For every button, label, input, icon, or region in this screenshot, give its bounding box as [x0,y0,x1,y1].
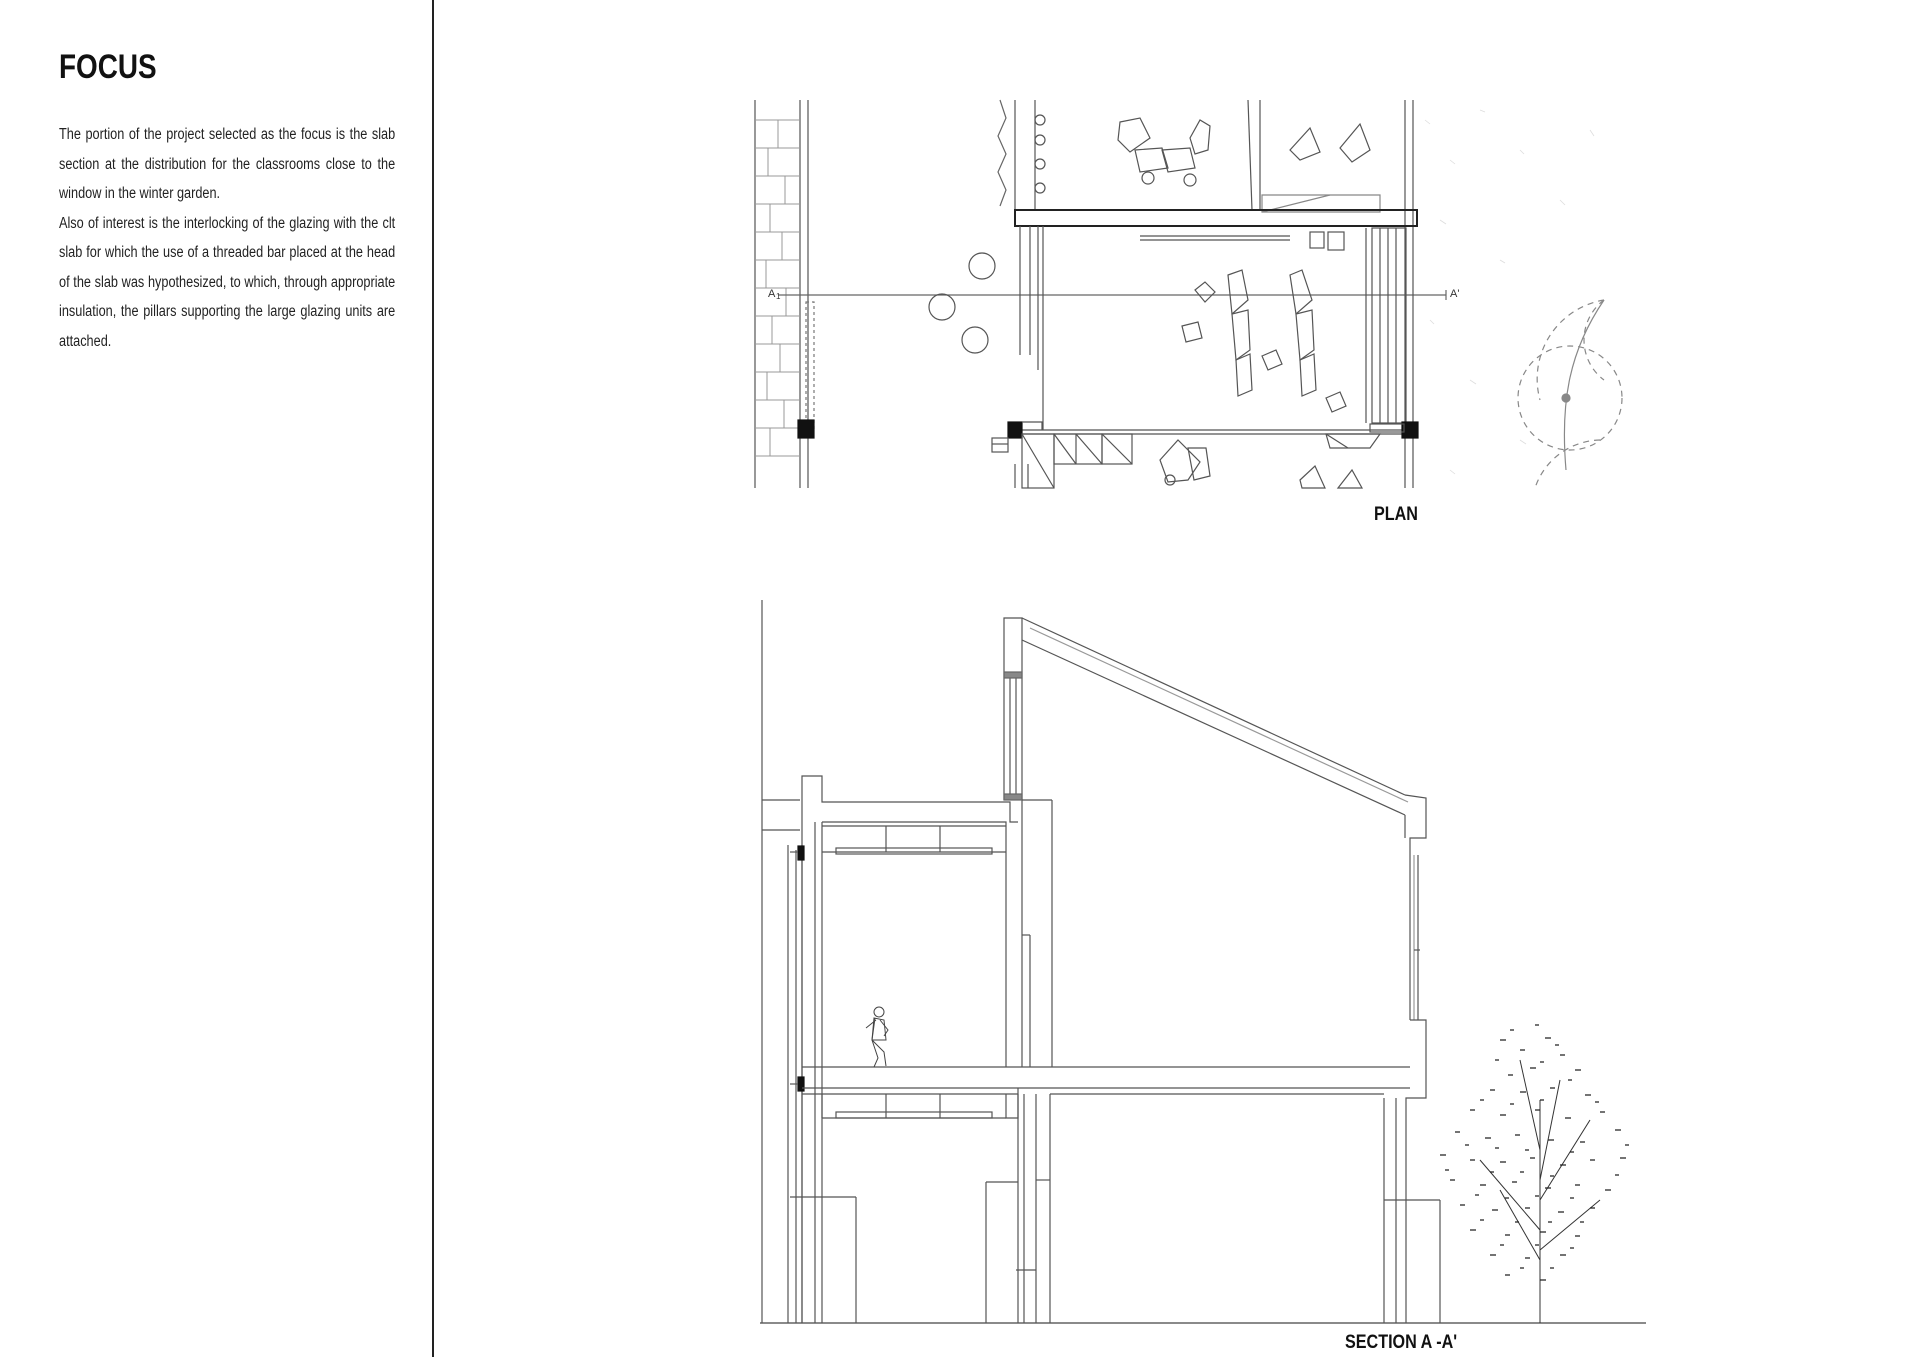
right-glazing [1384,855,1440,1323]
section-marker-left: A [768,288,776,300]
description-paragraph-1: The portion of the project selected as the focus is the slab section at the distribution for the classrooms close to the window in the winter garden. [59,126,396,202]
sloped-roof [1022,618,1426,855]
stair-slats [1366,228,1406,423]
section-marker-left-sub: 1 [776,292,781,301]
person-figure [866,1007,888,1067]
tree [1440,1025,1629,1323]
upper-furniture [1118,118,1370,186]
lower-storage [992,434,1132,488]
plan-drawing [0,0,1920,540]
clerestory-wall [1004,618,1052,1067]
description-paragraph-2: Also of interest is the interlocking of the glazing with the clt slab for which the use of a threaded bar placed at the head of the slab was hypothesized, to which, through appropriate insulation, the pillars supporting the large glazing units are attached. [59,214,396,350]
page-title: FOCUS [59,48,157,86]
pillar-left [798,420,814,438]
garden-trees [1518,300,1622,488]
curtain-partition [998,100,1006,206]
middle-slab [802,1067,1410,1323]
left-wall [788,776,1018,1323]
section-marker-right: A' [1450,288,1460,300]
section-caption: SECTION A -A' [1345,1332,1458,1353]
plan-caption: PLAN [1374,504,1418,525]
inner-furniture [1182,270,1346,412]
